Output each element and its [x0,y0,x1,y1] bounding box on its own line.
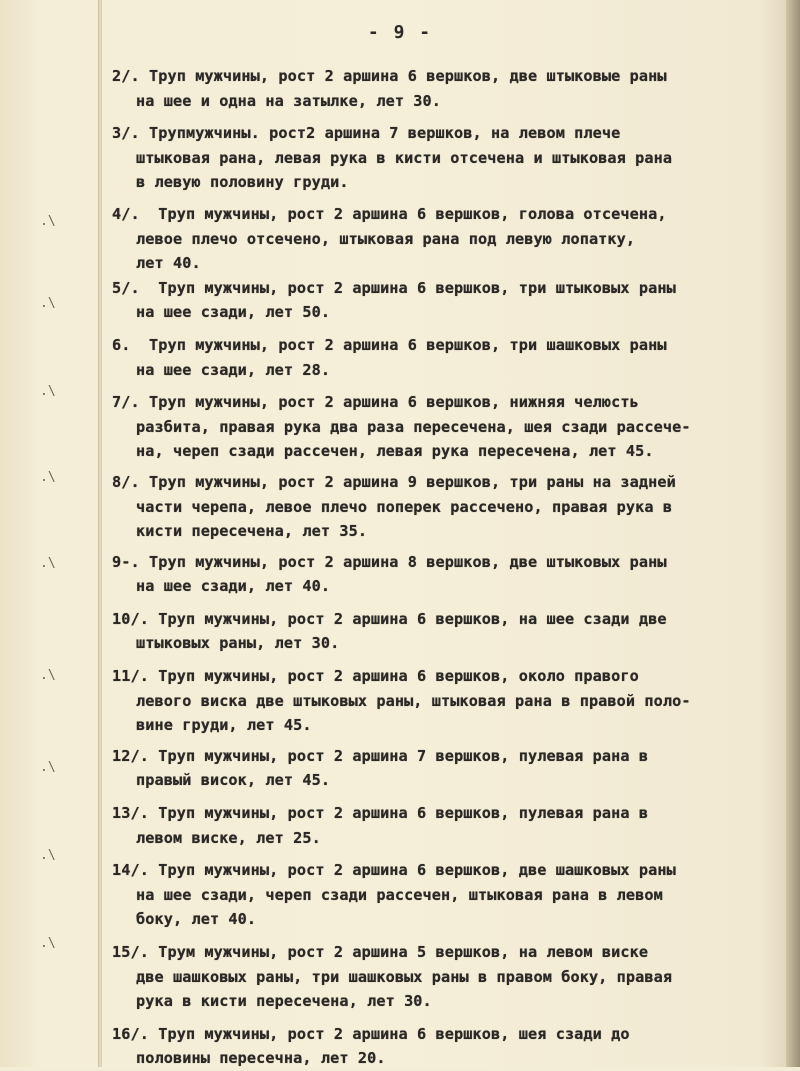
list-item [112,470,772,544]
entry-line: на, череп сзади рассечен, левая рука пересечена, лет 45. [136,442,654,461]
list-item [112,858,772,932]
list-item [112,390,772,464]
entry-line: 14/. Труп мужчины, рост 2 аршина 6 вершков, две шашковых раны [112,861,676,880]
entry-line: две шашковых раны, три шашковых раны в правом боку, правая [136,967,673,986]
list-item [112,550,772,599]
list-item [112,664,772,738]
margin-mark: .\ [40,760,56,775]
entry-line: 5/. Труп мужчины, рост 2 аршина 6 вершков, три штыковых раны [112,278,676,297]
entry-list [112,64,772,1071]
entry-line: половины пересечна, лет 20. [136,1049,386,1068]
margin-mark: .\ [40,556,56,571]
entry-line: кисти пересечена, лет 35. [136,522,368,541]
entry-line: на шее сзади, лет 28. [136,360,331,379]
margin-mark: .\ [40,214,56,229]
entry-line: вине груди, лет 45. [136,716,312,735]
entry-line: правый висок, лет 45. [136,771,331,790]
list-item [112,801,772,850]
entry-line: левое плечо отсечено, штыковая рана под левую лопатку, [136,229,636,248]
margin-mark: .\ [40,936,56,951]
list-item [112,940,772,1014]
entry-line: 4/. Труп мужчины, рост 2 аршина 6 вершков, голова отсечена, [112,204,667,223]
entry-line: 11/. Труп мужчины, рост 2 аршина 6 вершков, около правого [112,667,639,686]
entry-line: 15/. Трум мужчины, рост 2 аршина 5 вершков, на левом виске [112,943,649,961]
entry-line: 12/. Труп мужчины, рост 2 аршина 7 вершков, пулевая рана в [112,746,649,765]
list-item [112,202,772,276]
entry-line: 9-. Труп мужчины, рост 2 аршина 8 вершков, две штыковых раны [112,552,667,571]
margin-mark: .\ [40,668,56,683]
entry-line: 7/. Труп мужчины, рост 2 аршина 6 вершков, нижняя челюсть [112,393,639,412]
list-item [112,607,772,656]
entry-line: 16/. Труп мужчины, рост 2 аршина 6 вершков, шея сзади до [112,1024,630,1043]
list-item [112,64,772,113]
entry-line: части черепа, левое плечо поперек рассечено, правая рука в [136,497,673,516]
entry-line: 13/. Труп мужчины, рост 2 аршина 6 вершков, пулевая рана в [112,804,649,823]
entry-line: разбита, правая рука два раза пересечена, шея сзади рассече- [136,417,691,436]
list-item [112,333,772,382]
entry-line: лет 40. [136,254,201,273]
binding-fold [98,0,102,1067]
entry-line: 10/. Труп мужчины, рост 2 аршина 6 вершков, на шее сзади две [112,609,667,628]
list-item [112,121,772,195]
entry-line: на шее сзади, лет 40. [136,577,331,596]
margin-mark: .\ [40,296,56,311]
entry-line: штыковая рана, левая рука в кисти отсечена и штыковая рана [136,148,673,167]
entry-line: штыковых раны, лет 30. [136,634,340,653]
entry-line: боку, лет 40. [136,910,257,929]
entry-line: левого виска две штыковых раны, штыковая рана в правой поло- [136,691,691,710]
entry-line: рука в кисти пересечена, лет 30. [136,992,432,1011]
entry-line: на шее сзади, череп сзади рассечен, штыковая рана в левом [136,885,663,904]
entry-line: в левую половину груди. [136,173,349,192]
entry-line: 2/. Труп мужчины, рост 2 аршина 6 вершков, две штыковые раны [112,67,667,85]
entry-line: 8/. Труп мужчины, рост 2 аршина 9 вершков, три раны на задней [112,472,676,491]
margin-mark: .\ [40,384,56,399]
list-item [112,1022,772,1071]
entry-line: 3/. Трупмужчины. рост2 аршина 7 вершков, на левом плече [112,124,621,143]
entry-line: на шее и одна на затылке, лет 30. [136,91,442,110]
page-number: - 9 - [367,22,433,43]
entry-line: на шее сзади, лет 50. [136,303,331,322]
page-edge-shadow [786,0,800,1067]
margin-mark: .\ [40,470,56,485]
list-item [112,276,772,325]
entry-line: 6. Труп мужчины, рост 2 аршина 6 вершков, три шашковых раны [112,335,667,354]
margin-mark: .\ [40,848,56,863]
list-item [112,744,772,793]
entry-line: левом виске, лет 25. [136,828,321,847]
